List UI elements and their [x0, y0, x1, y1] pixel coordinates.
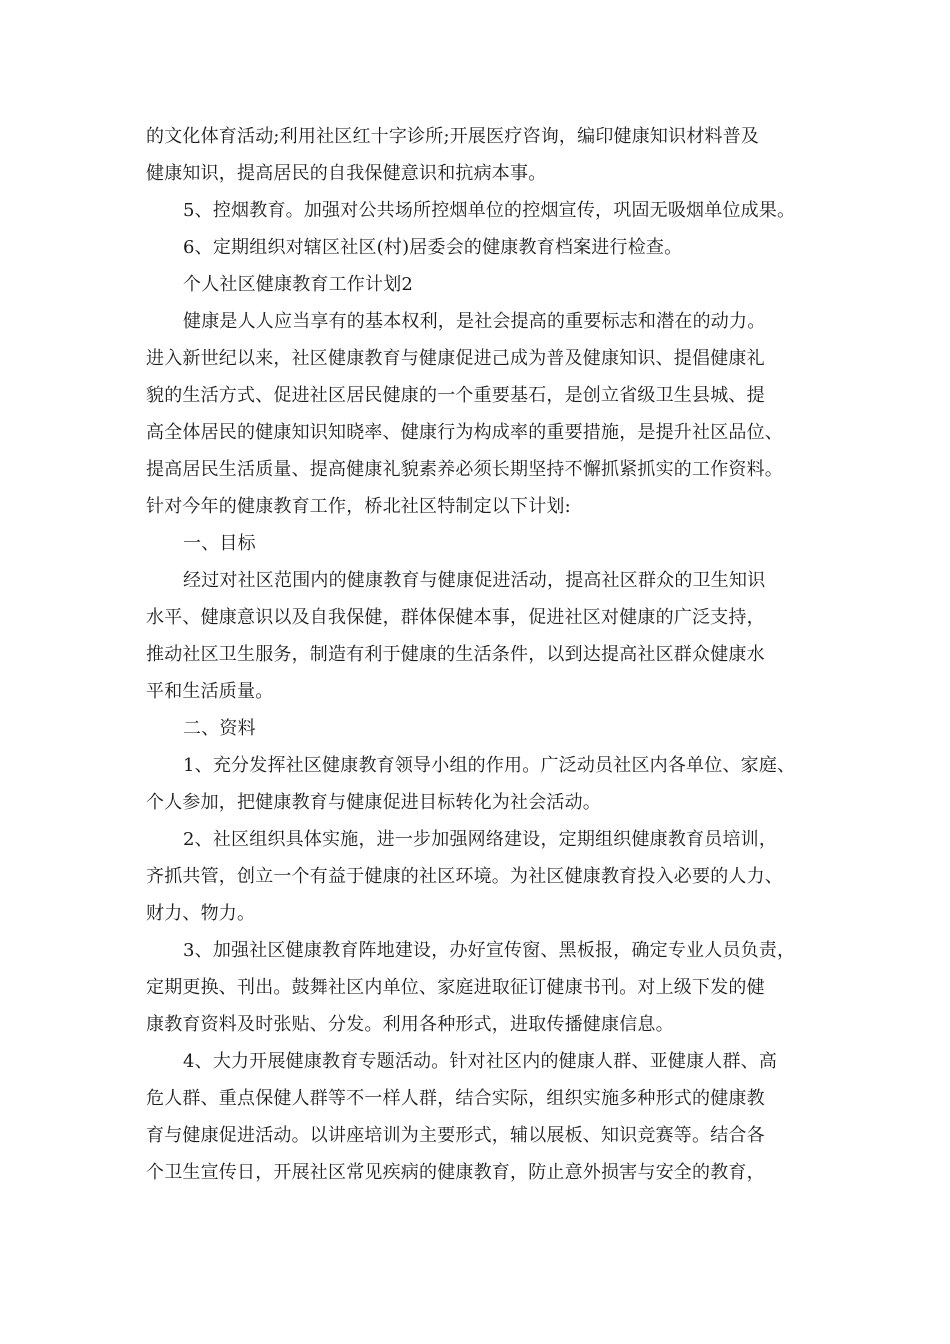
text-line: 2、社区组织具体实施，进一步加强网络建设，定期组织健康教育员培训， [183, 829, 778, 850]
text-line: 高全体居民的健康知识知晓率、健康行为构成率的重要措施，是提升社区品位、 [146, 422, 783, 443]
text-line: 齐抓共管，创立一个有益于健康的社区环境。为社区健康教育投入必要的人力、 [146, 866, 783, 887]
text-line: 平和生活质量。 [146, 681, 274, 702]
text-line: 健康是人人应当享有的基本权利，是社会提高的重要标志和潜在的动力。 [183, 311, 766, 332]
text-line: 个卫生宣传日，开展社区常见疾病的健康教育，防止意外损害与安全的教育， [146, 1162, 765, 1183]
text-line: 定期更换、刊出。鼓舞社区内单位、家庭进取征订健康书刊。对上级下发的健 [146, 977, 765, 998]
text-line: 进入新世纪以来，社区健康教育与健康促进己成为普及健康知识、提倡健康礼 [146, 348, 765, 369]
text-line: 4、大力开展健康教育专题活动。针对社区内的健康人群、亚健康人群、高 [183, 1051, 778, 1072]
text-line: 1、充分发挥社区健康教育领导小组的作用。广泛动员社区内各单位、家庭、 [183, 755, 796, 776]
section-heading: 个人社区健康教育工作计划2 [183, 274, 414, 295]
text-line: 貌的生活方式、促进社区居民健康的一个重要基石，是创立省级卫生县城、提 [146, 385, 765, 406]
text-line: 危人群、重点保健人群等不一样人群，结合实际，组织实施多种形式的健康教 [146, 1088, 765, 1109]
text-line: 针对今年的健康教育工作，桥北社区特制定以下计划: [146, 496, 571, 517]
text-line: 水平、健康意识以及自我保健，群体保健本事，促进社区对健康的广泛支持， [146, 607, 765, 628]
section-heading: 一、目标 [183, 533, 256, 554]
text-line: 的文化体育活动;利用社区红十字诊所;开展医疗咨询，编印健康知识材料普及 [146, 126, 760, 147]
text-line: 健康知识，提高居民的自我保健意识和抗病本事。 [146, 163, 547, 184]
text-line: 财力、物力。 [146, 903, 256, 924]
text-line: 经过对社区范围内的健康教育与健康促进活动，提高社区群众的卫生知识 [183, 570, 766, 591]
text-line: 康教育资料及时张贴、分发。利用各种形式，进取传播健康信息。 [146, 1014, 674, 1035]
text-line: 6、定期组织对辖区社区(村)居委会的健康教育档案进行检查。 [183, 237, 683, 258]
text-line: 个人参加，把健康教育与健康促进目标转化为社会活动。 [146, 792, 601, 813]
text-line: 育与健康促进活动。以讲座培训为主要形式，辅以展板、知识竞赛等。结合各 [146, 1125, 765, 1146]
text-line: 5、控烟教育。加强对公共场所控烟单位的控烟宣传，巩固无吸烟单位成果。 [183, 200, 796, 221]
section-heading: 二、资料 [183, 718, 256, 739]
text-line: 推动社区卫生服务，制造有利于健康的生活条件，以到达提高社区群众健康水 [146, 644, 765, 665]
text-line: 提高居民生活质量、提高健康礼貌素养必须长期坚持不懈抓紧抓实的工作资料。 [146, 459, 783, 480]
text-line: 3、加强社区健康教育阵地建设，办好宣传窗、黑板报，确定专业人员负责， [183, 940, 796, 961]
